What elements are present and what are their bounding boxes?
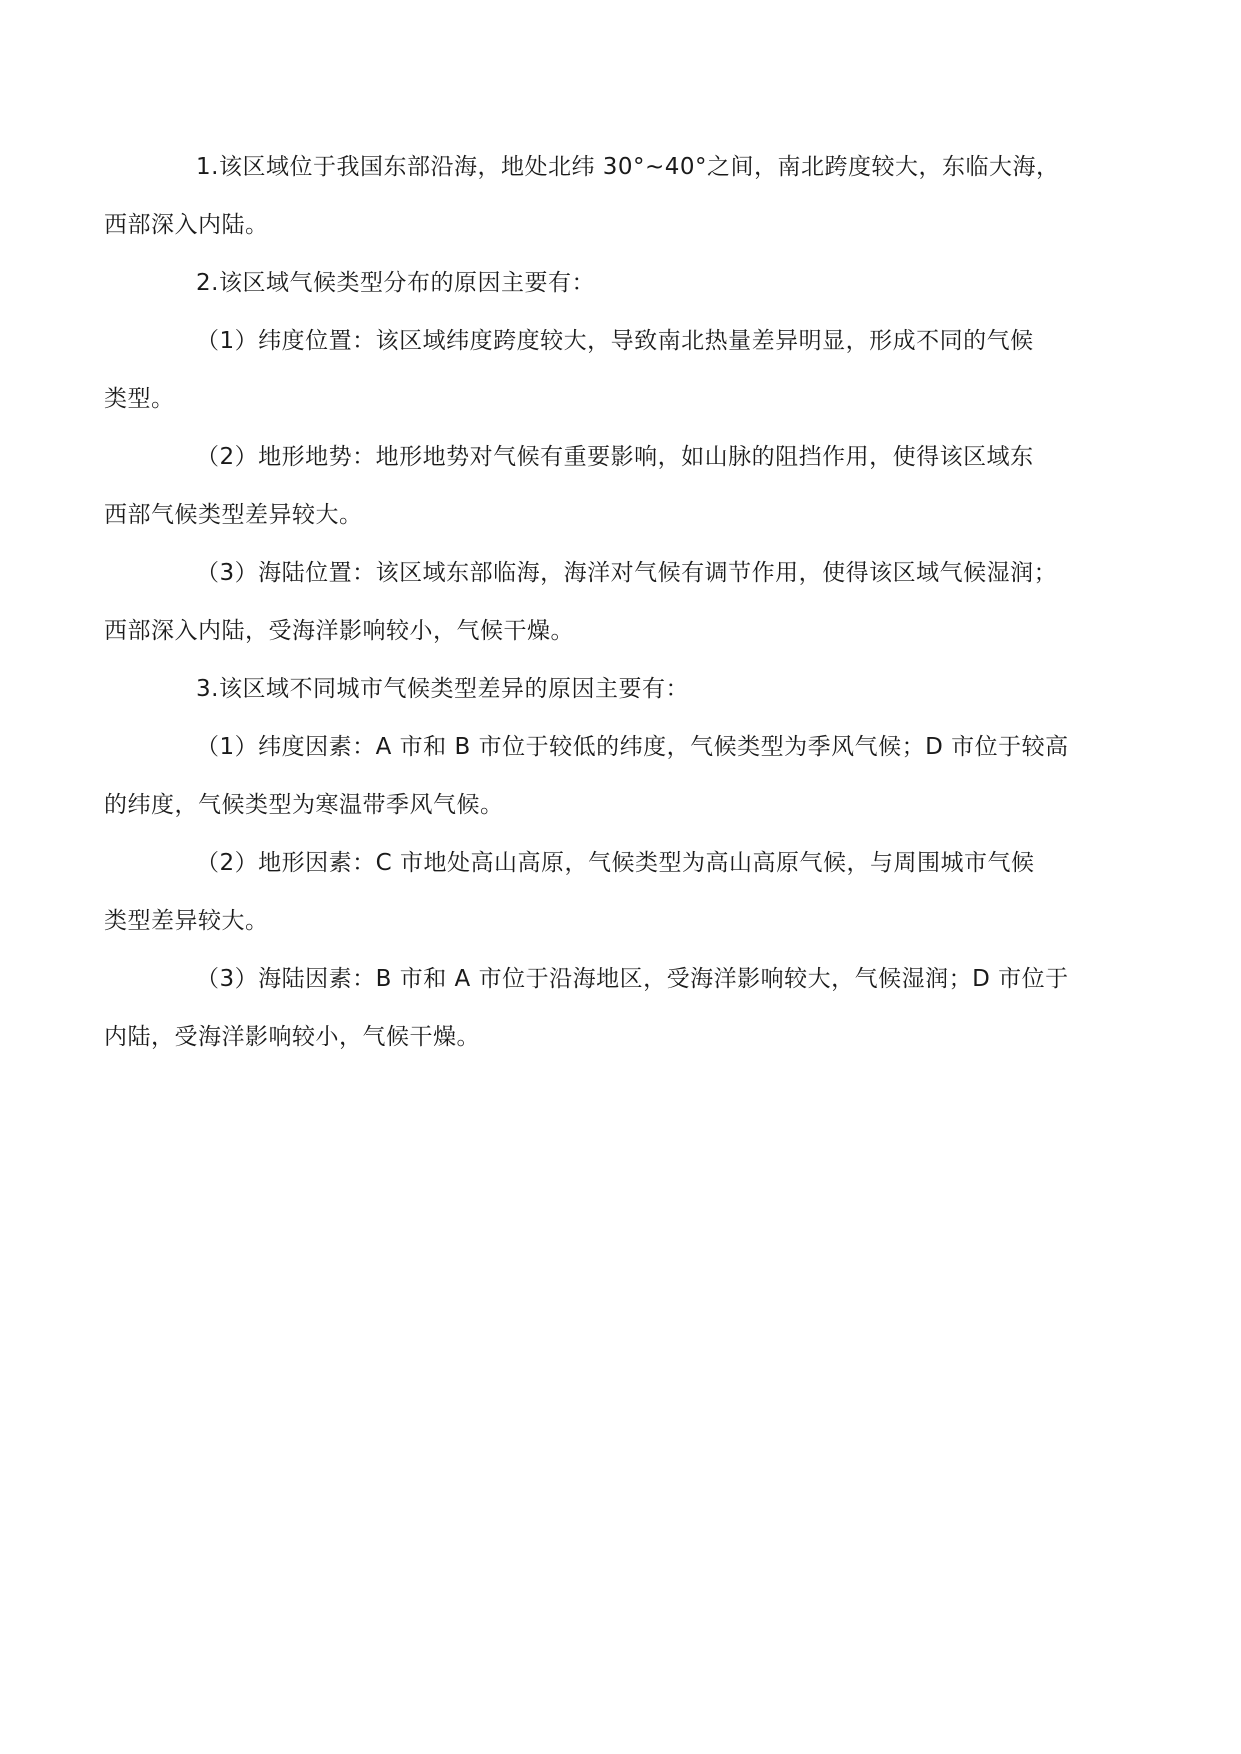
paragraph-line: 西部深入内陆，受海洋影响较小，气候干燥。 [104, 618, 574, 644]
paragraph-line: （1）纬度位置：该区域纬度跨度较大，导致南北热量差异明显，形成不同的气候 [196, 328, 1034, 354]
paragraph-location [104, 138, 1090, 254]
paragraph-terrain-factor [104, 834, 1090, 950]
paragraph-latitude-position [104, 312, 1090, 428]
paragraph-land-sea-position [104, 544, 1090, 660]
paragraph-line: 3.该区域不同城市气候类型差异的原因主要有： [196, 676, 689, 702]
paragraph-line: （1）纬度因素：A 市和 B 市位于较低的纬度，气候类型为季风气候；D 市位于较高 [196, 734, 1069, 760]
paragraph-line: （2）地形地势：地形地势对气候有重要影响，如山脉的阻挡作用，使得该区域东 [196, 444, 1034, 470]
paragraph-line: 2.该区域气候类型分布的原因主要有： [196, 270, 595, 296]
paragraph-climate-reasons-heading [150, 254, 1090, 312]
paragraph-line: 西部深入内陆。 [104, 212, 269, 238]
paragraph-line: 类型差异较大。 [104, 908, 269, 934]
document-body [104, 138, 1090, 1066]
paragraph-line: （2）地形因素：C 市地处高山高原，气候类型为高山高原气候，与周围城市气候 [196, 850, 1035, 876]
paragraph-line: 的纬度，气候类型为寒温带季风气候。 [104, 792, 504, 818]
paragraph-line: （3）海陆因素：B 市和 A 市位于沿海地区，受海洋影响较大，气候湿润；D 市位于 [196, 966, 1069, 992]
paragraph-latitude-factor [104, 718, 1090, 834]
paragraph-line: 1.该区域位于我国东部沿海，地处北纬 30°~40°之间，南北跨度较大，东临大海， [196, 154, 1060, 180]
paragraph-terrain [104, 428, 1090, 544]
paragraph-line: 类型。 [104, 386, 175, 412]
paragraph-line: 内陆，受海洋影响较小，气候干燥。 [104, 1024, 480, 1050]
paragraph-line: （3）海陆位置：该区域东部临海，海洋对气候有调节作用，使得该区域气候湿润； [196, 560, 1058, 586]
paragraph-land-sea-factor [104, 950, 1090, 1066]
paragraph-city-differences-heading [150, 660, 1090, 718]
paragraph-line: 西部气候类型差异较大。 [104, 502, 363, 528]
